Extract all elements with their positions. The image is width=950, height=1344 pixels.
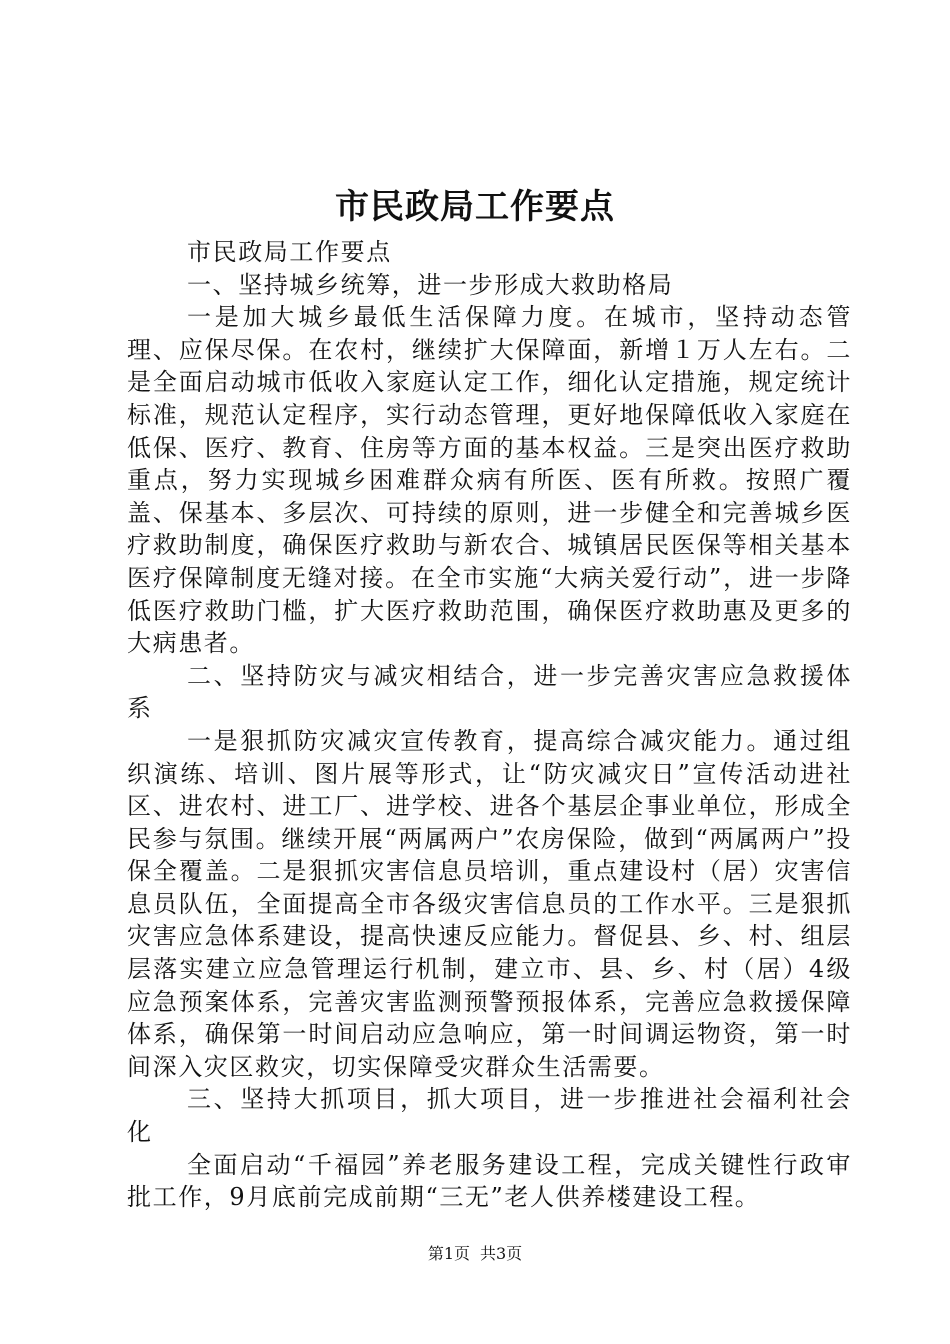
section-heading-1: 一、坚持城乡统筹，进一步形成大救助格局 xyxy=(187,270,674,299)
page-total: 共3页 xyxy=(480,1244,523,1263)
body-paragraph-3: 全面启动“千福园”养老服务建设工程，完成关键性行政审批工作，9月底前完成前期“三无”老人供养楼建设工程。 xyxy=(127,1150,852,1212)
body-paragraph-2: 一是狠抓防灾减灾宣传教育，提高综合减灾能力。通过组织演练、培训、图片展等形式，让“防灾减灾日”宣传活动进社区、进农村、进工厂、进学校、进各个基层企事业单位，形成全民参与氛围。继续开展“两属两户”农房保险，做到“两属两户”投保全覆盖。二是狠抓灾害信息员培训，重点建设村（居）灾害信息员队伍，全面提高全市各级灾害信息员的工作水平。三是狠抓灾害应急体系建设，提高快速反应能力。督促县、乡、村、组层层落实建立应急管理运行机制，建立市、县、乡、村（居）4级应急预案体系，完善灾害监测预警预报体系，完善应急救援保障体系，确保第一时间启动应急响应，第一时间调运物资，第一时间深入灾区救灾，切实保障受灾群众生活需要。 xyxy=(127,726,852,1081)
document-body xyxy=(127,236,852,1214)
page-footer xyxy=(0,1243,950,1265)
document-title: 市民政局工作要点 xyxy=(335,187,615,227)
body-paragraph-1: 一是加大城乡最低生活保障力度。在城市，坚持动态管理、应保尽保。在农村，继续扩大保障面，新增１万人左右。二是全面启动城市低收入家庭认定工作，细化认定措施，规定统计标准，规范认定程序，实行动态管理，更好地保障低收入家庭在低保、医疗、教育、住房等方面的基本权益。三是突出医疗救助重点，努力实现城乡困难群众病有所医、医有所救。按照广覆盖、保基本、多层次、可持续的原则，进一步健全和完善城乡医疗救助制度，确保医疗救助与新农合、城镇居民医保等相关基本医疗保障制度无缝对接。在全市实施“大病关爱行动”，进一步降低医疗救助门槛，扩大医疗救助范围，确保医疗救助惠及更多的大病患者。 xyxy=(127,303,852,658)
section-heading-2: 二、坚持防灾与减灾相结合，进一步完善灾害应急救援体系 xyxy=(127,661,852,723)
body-paragraph-subtitle: 市民政局工作要点 xyxy=(187,238,392,266)
section-heading-3: 三、坚持大抓项目，抓大项目，进一步推进社会福利社会化 xyxy=(127,1085,852,1147)
page-number: 第1页 xyxy=(427,1244,470,1263)
